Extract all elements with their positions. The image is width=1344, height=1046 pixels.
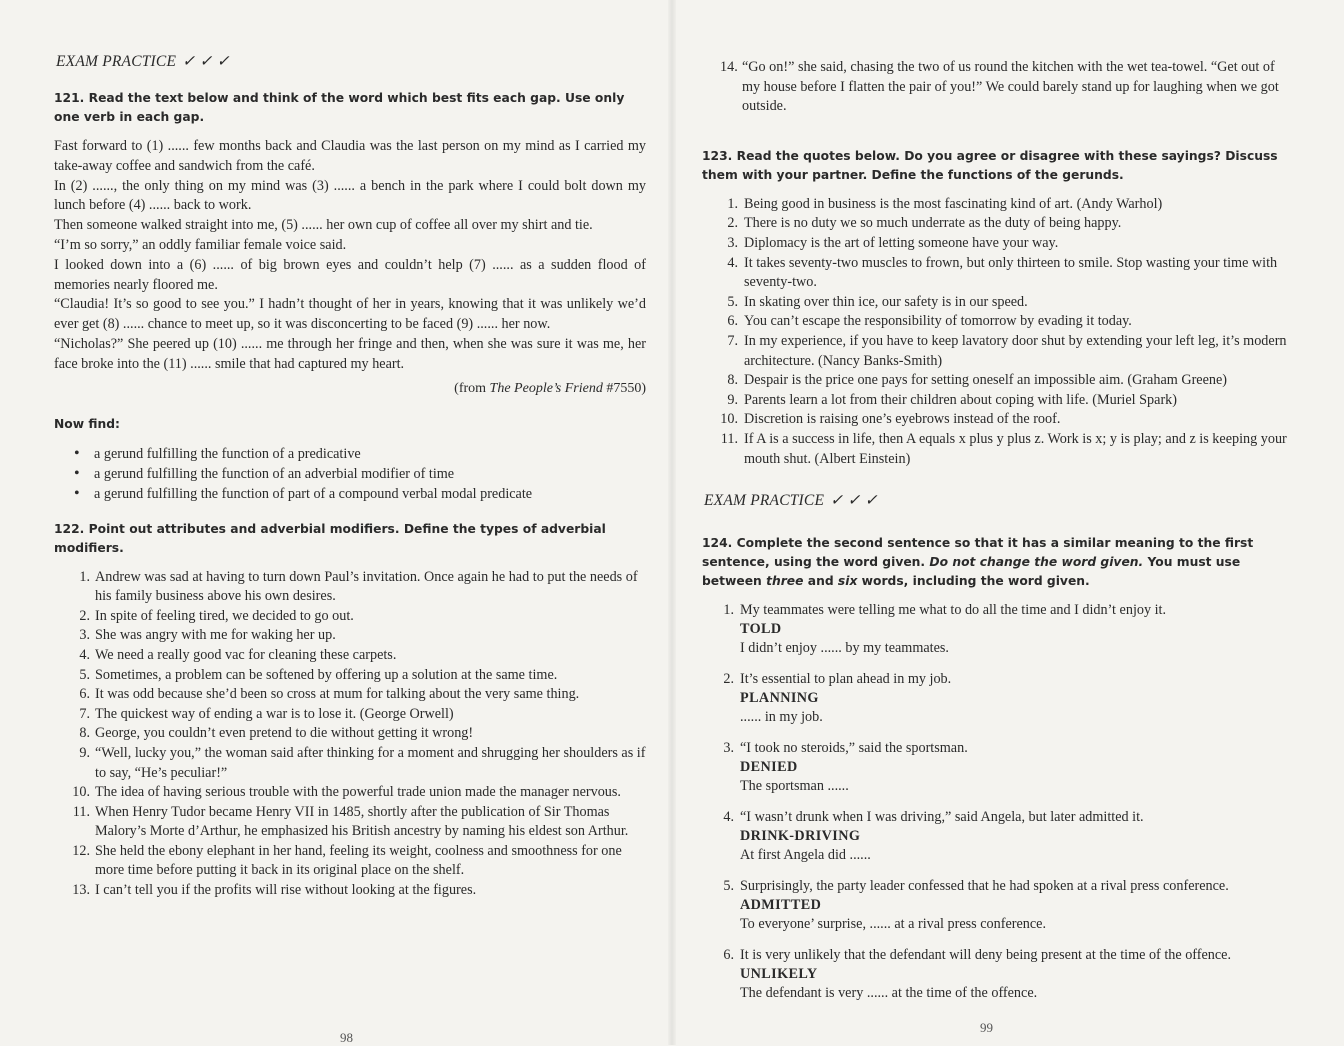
text-line: “I’m so sorry,” an oddly familiar female voice said. <box>54 236 347 253</box>
exercise-122-list <box>68 568 646 901</box>
list-item: 3. Diplomacy is the art of letting someone have your way. <box>727 234 1059 251</box>
list-item: 13. I can’t tell you if the profits will rise without looking at the figures. <box>72 882 477 899</box>
list-item: 2. It’s essential to plan ahead in my job. PLANNING ...... in my job. <box>718 670 1294 727</box>
key-word: DRINK-DRIVING <box>740 828 861 845</box>
list-item: 5. Sometimes, a problem can be softened by offering up a solution at the same time. <box>79 666 558 683</box>
text-line: Fast forward to (1) ...... few months back and Claudia was the last person on my mind as I carried my take-away coffee and sandwich from the café. <box>54 138 646 174</box>
exercise-124-list <box>718 601 1294 1003</box>
list-item: 3. She was angry with me for waking her up. <box>79 627 336 644</box>
list-item: • a gerund fulfilling the function of part of a compound verbal modal predicate <box>74 484 646 504</box>
list-item: 4. We need a really good vac for cleaning these carpets. <box>79 646 397 663</box>
list-item: 6. You can’t escape the responsibility of tomorrow by evading it today. <box>727 313 1132 330</box>
task-122-instruction: 122. Point out attributes and adverbial modifiers. Define the types of adverbial modifiers. <box>54 521 606 555</box>
list-item: 4. It takes seventy-two muscles to frown, but only thirteen to smile. Stop wasting your time with seventy-two. <box>727 254 1278 291</box>
list-item: 10. The idea of having serious trouble with the powerful trade union made the manager nervous. <box>72 784 621 801</box>
check-marks: ✓ ✓ ✓ <box>182 53 230 70</box>
text-line: Then someone walked straight into me, (5) ...... her own cup of coffee all over my shirt and tie. <box>54 217 593 234</box>
list-item: 10. Discretion is raising one’s eyebrows instead of the roof. <box>720 411 1061 428</box>
key-word: PLANNING <box>740 690 819 707</box>
list-item: 8. George, you couldn’t even pretend to die without getting it wrong! <box>79 725 474 742</box>
list-item: 9. Parents learn a lot from their children about coping with life. (Muriel Spark) <box>727 391 1177 408</box>
list-item: 5. Surprisingly, the party leader confessed that he had spoken at a rival press conference. ADMITTED To everyone’ surprise, ...... at a rival press conference. <box>718 877 1294 934</box>
list-item: 11. When Henry Tudor became Henry VII in 1485, shortly after the publication of Sir Thomas Malory’s Morte d’Arthur, he emphasized his British ancestry by naming his eldest son Arthur. <box>72 803 629 840</box>
list-item: 11. If A is a success in life, then A equals x plus y plus z. Work is x; y is play; and z is keeping your mouth shut. (Albert Einstein) <box>720 430 1287 467</box>
gap-fill-text <box>54 137 646 375</box>
text-line: I looked down into a (6) ...... of big brown eyes and couldn’t help (7) ...... as a sudden flood of memories nearly floored me. <box>54 256 646 293</box>
source-title: The People’s Friend <box>489 380 603 396</box>
exam-practice-heading: EXAM PRACTICE ✓ ✓ ✓ <box>56 53 230 70</box>
left-page <box>0 0 672 1045</box>
list-item: 7. In my experience, if you have to keep lavatory door shut by extending your left leg, it’s modern architecture. (Nancy Banks-Smith) <box>727 332 1287 369</box>
key-word: TOLD <box>740 621 782 638</box>
right-page <box>672 0 1344 1045</box>
task-121-instruction: 121. Read the text below and think of the word which best fits each gap. Use only one verb in each gap. <box>54 91 625 124</box>
list-item: 5. In skating over thin ice, our safety is in our speed. <box>727 293 1028 310</box>
task-123-instruction: 123. Read the quotes below. Do you agree or disagree with these sayings? Discuss them with your partner. Define the functions of the gerunds. <box>702 148 1278 182</box>
list-item: 3. “I took no steroids,” said the sportsman. DENIED The sportsman ...... <box>718 739 1294 796</box>
list-item: 2. There is no duty we so much underrate as the duty of being happy. <box>727 215 1122 232</box>
list-item: 8. Despair is the price one pays for setting oneself an impossible aim. (Graham Greene) <box>727 372 1228 389</box>
key-word: DENIED <box>740 759 798 776</box>
text-source: (from The People’s Friend #7550) <box>454 380 646 396</box>
key-word: ADMITTED <box>740 897 822 914</box>
list-item: • a gerund fulfilling the function of a predicative <box>74 444 646 464</box>
list-item: • a gerund fulfilling the function of an adverbial modifier of time <box>74 464 646 484</box>
page-number-right: 99 <box>980 1020 993 1035</box>
list-item: 9. “Well, lucky you,” the woman said after thinking for a moment and shrugging her shoulders as if to say, “He’s peculiar!” <box>79 744 646 781</box>
list-item: 7. The quickest way of ending a war is to lose it. (George Orwell) <box>79 705 454 722</box>
task-124-instruction: 124. Complete the second sentence so that it has a similar meaning to the first sentence, using the word given. Do not change the word given. You must use between three and six words, including the word given. <box>702 536 1254 589</box>
find-list <box>74 444 646 504</box>
list-item: 12. She held the ebony elephant in her hand, feeling its weight, coolness and smoothness for one more time before putting it back in its original place on the shelf. <box>72 842 622 879</box>
list-item: 1. My teammates were telling me what to do all the time and I didn’t enjoy it. TOLD I didn’t enjoy ...... by my teammates. <box>718 601 1294 658</box>
page-number-left: 98 <box>340 1030 353 1045</box>
check-marks: ✓ ✓ ✓ <box>830 492 878 510</box>
list-item: 4. “I wasn’t drunk when I was driving,” said Angela, but later admitted it. DRINK-DRIVING At first Angela did ...... <box>718 808 1294 865</box>
key-word: UNLIKELY <box>740 966 818 983</box>
now-find-heading: Now find: <box>54 416 120 431</box>
text-line: “Claudia! It’s so good to see you.” I hadn’t thought of her in years, knowing that it was unlikely we’d ever get (8) ...... chance to meet up, so it was disconcerting to be faced (9) ...... her now. <box>54 296 646 333</box>
list-item: 6. It was odd because she’d been so cross at mum for talking about the very same thing. <box>79 686 580 703</box>
text-line: In (2) ......, the only thing on my mind was (3) ...... a bench in the park where I could bolt down my lunch before (4) ...... back to work. <box>54 177 646 214</box>
list-item: 1. Being good in business is the most fascinating kind of art. (Andy Warhol) <box>727 195 1163 212</box>
list-item: 2. In spite of feeling tired, we decided to go out. <box>79 607 354 624</box>
list-item: 1. Andrew was sad at having to turn down Paul’s invitation. Once again he had to put the needs of his family business above his own desires. <box>79 568 638 605</box>
quotes-list <box>718 195 1294 469</box>
list-item: 6. It is very unlikely that the defendant will deny being present at the time of the offence. UNLIKELY The defendant is very ...... at the time of the offence. <box>718 946 1294 1003</box>
exam-practice-heading-2: EXAM PRACTICE ✓ ✓ ✓ <box>704 492 878 510</box>
text-line: “Nicholas?” She peered up (10) ...... me through her fringe and then, when she was sure it was me, her face broke into the (11) ...... smile that had captured my heart. <box>54 335 646 372</box>
continued-item-14: 14. “Go on!” she said, chasing the two of us round the kitchen with the wet tea-towel. “Get out of my house before I flatten the pair of you!” We could barely stand up for laughing when we got outside. <box>720 59 1279 115</box>
